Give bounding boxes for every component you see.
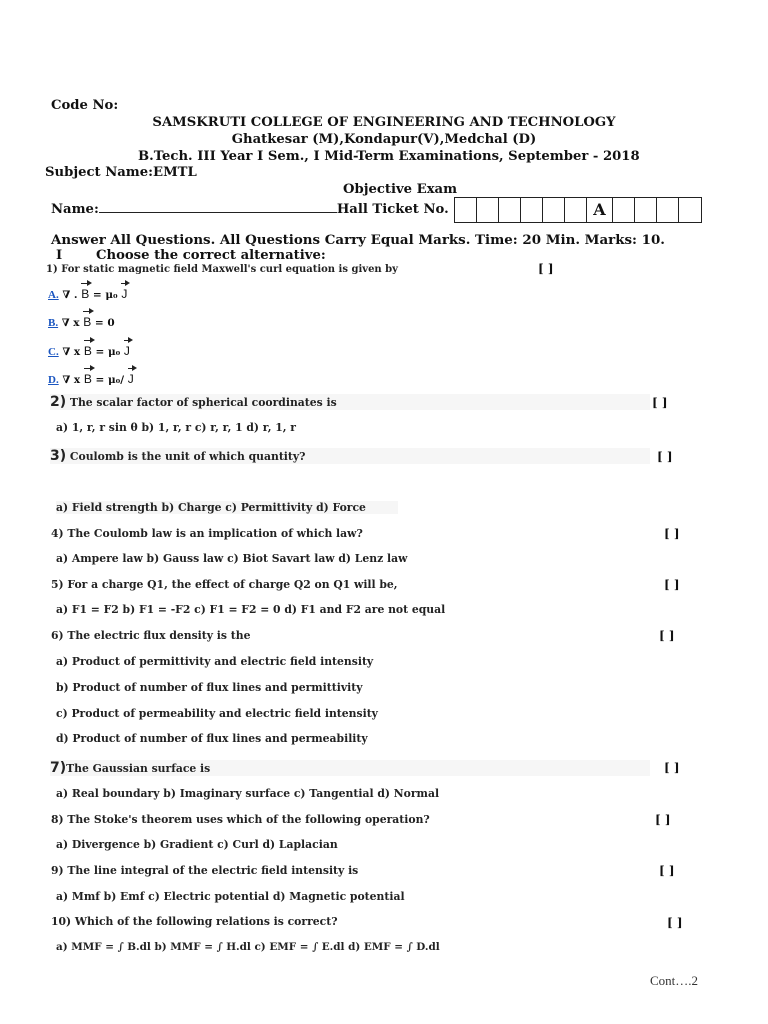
- question-number: 5): [51, 578, 64, 591]
- question-3: [50, 448, 650, 464]
- equation-rhs: = μ₀/: [95, 374, 125, 386]
- option-b[interactable]: [48, 315, 115, 329]
- question-8: [51, 813, 430, 826]
- question-number: 8): [51, 813, 64, 826]
- college-name: SAMSKRUTI COLLEGE OF ENGINEERING AND TECHNOLOGY: [152, 115, 616, 130]
- question-number: 6): [51, 629, 64, 642]
- question-9: [51, 864, 358, 877]
- hall-ticket-cell[interactable]: [613, 198, 635, 222]
- question-7: [50, 760, 650, 776]
- nabla-operator: ∇ .: [62, 289, 78, 301]
- vector-j: J: [127, 372, 134, 386]
- options-line[interactable]: a) Field strength b) Charge c) Permittivity d) Force: [56, 501, 398, 514]
- vector-b: B: [83, 315, 92, 329]
- question-text: The Stoke's theorem uses which of the following operation?: [67, 813, 430, 826]
- hall-ticket-cell[interactable]: [455, 198, 477, 222]
- question-10: [51, 915, 338, 928]
- option-label[interactable]: D.: [48, 374, 59, 386]
- instructions: Answer All Questions. All Questions Carry Equal Marks. Time: 20 Min. Marks: 10.: [51, 232, 665, 248]
- nabla-operator: ∇ x: [62, 346, 81, 358]
- question-text: The scalar factor of spherical coordinates is: [69, 396, 337, 409]
- option-a[interactable]: a) Product of permittivity and electric field intensity: [56, 655, 374, 668]
- option-label[interactable]: B.: [48, 317, 59, 329]
- hall-ticket-cell[interactable]: [679, 198, 701, 222]
- equation-rhs: = 0: [94, 317, 115, 329]
- answer-bracket[interactable]: [ ]: [657, 450, 673, 464]
- answer-bracket[interactable]: [ ]: [655, 813, 671, 827]
- question-number: 7): [50, 760, 67, 776]
- question-text: For static magnetic field Maxwell's curl equation is given by: [61, 264, 398, 275]
- name-label: Name:: [51, 202, 99, 217]
- subject-name: Subject Name:EMTL: [45, 165, 197, 180]
- options-line[interactable]: a) F1 = F2 b) F1 = -F2 c) F1 = F2 = 0 d) F1 and F2 are not equal: [56, 603, 446, 616]
- hall-ticket-cell[interactable]: [635, 198, 657, 222]
- question-text: The Coulomb law is an implication of which law?: [67, 527, 363, 540]
- option-d[interactable]: d) Product of number of flux lines and permeability: [56, 732, 368, 745]
- options-line[interactable]: a) 1, r, r sin θ b) 1, r, r c) r, r, 1 d) r, 1, r: [56, 421, 296, 434]
- answer-bracket[interactable]: [ ]: [667, 916, 683, 930]
- question-number: 4): [51, 527, 64, 540]
- hall-ticket-cell[interactable]: [521, 198, 543, 222]
- answer-bracket[interactable]: [ ]: [664, 761, 680, 775]
- hall-ticket-boxes[interactable]: [454, 197, 702, 223]
- vector-b: B: [83, 344, 92, 358]
- college-address: Ghatkesar (M),Kondapur(V),Medchal (D): [231, 132, 537, 147]
- question-number: 2): [50, 394, 67, 410]
- question-number: 10): [51, 915, 72, 928]
- vector-j: J: [123, 344, 130, 358]
- hall-ticket-label: Hall Ticket No.: [336, 202, 449, 217]
- continued-label: Cont….2: [650, 973, 699, 988]
- question-4: [51, 527, 363, 540]
- answer-bracket[interactable]: [ ]: [652, 396, 668, 410]
- question-6: [51, 629, 250, 642]
- option-c[interactable]: c) Product of permeability and electric field intensity: [56, 707, 378, 720]
- hall-ticket-cell[interactable]: [499, 198, 521, 222]
- question-text: Coulomb is the unit of which quantity?: [69, 450, 306, 463]
- option-a[interactable]: [48, 287, 127, 301]
- equation-rhs: = μ₀: [95, 346, 121, 358]
- vector-b: B: [83, 372, 92, 386]
- section-number: I: [56, 248, 63, 263]
- options-line[interactable]: a) MMF = ∫ B.dl b) MMF = ∫ H.dl c) EMF = ∫ E.dl d) EMF = ∫ D.dl: [56, 941, 440, 953]
- option-label[interactable]: C.: [48, 346, 59, 358]
- answer-bracket[interactable]: [ ]: [659, 864, 675, 878]
- question-1: [46, 264, 398, 275]
- question-number: 1): [46, 264, 58, 275]
- name-field[interactable]: [51, 200, 449, 217]
- question-text: Which of the following relations is correct?: [74, 915, 338, 928]
- hall-ticket-cell-branch[interactable]: A: [587, 198, 613, 222]
- hall-ticket-cell[interactable]: [657, 198, 679, 222]
- options-line[interactable]: a) Mmf b) Emf c) Electric potential d) Magnetic potential: [56, 890, 405, 903]
- question-2: [50, 394, 650, 410]
- section-title: Choose the correct alternative:: [96, 248, 326, 263]
- hall-ticket-cell[interactable]: [543, 198, 565, 222]
- question-text: The line integral of the electric field intensity is: [67, 864, 359, 877]
- answer-bracket[interactable]: [ ]: [538, 262, 554, 276]
- hall-ticket-cell[interactable]: [565, 198, 587, 222]
- question-number: 9): [51, 864, 64, 877]
- nabla-operator: ∇ x: [62, 374, 81, 386]
- question-text: For a charge Q1, the effect of charge Q2 on Q1 will be,: [67, 578, 398, 591]
- equation-rhs: = μ₀: [92, 289, 118, 301]
- options-line[interactable]: a) Divergence b) Gradient c) Curl d) Laplacian: [56, 838, 338, 851]
- question-text: The Gaussian surface is: [66, 762, 211, 775]
- vector-b: B: [81, 287, 90, 301]
- option-b[interactable]: b) Product of number of flux lines and permittivity: [56, 681, 363, 694]
- option-label[interactable]: A.: [48, 289, 59, 301]
- code-number-label: Code No:: [51, 98, 119, 113]
- question-text: The electric flux density is the: [67, 629, 251, 642]
- vector-j: J: [121, 287, 128, 301]
- answer-bracket[interactable]: [ ]: [664, 578, 680, 592]
- objective-exam-label: Objective Exam: [343, 182, 458, 197]
- exam-title: B.Tech. III Year I Sem., I Mid-Term Examinations, September - 2018: [138, 149, 640, 164]
- option-d[interactable]: [48, 372, 134, 386]
- hall-ticket-cell[interactable]: [477, 198, 499, 222]
- answer-bracket[interactable]: [ ]: [664, 527, 680, 541]
- nabla-operator: ∇ x: [61, 317, 80, 329]
- option-c[interactable]: [48, 344, 130, 358]
- name-line[interactable]: [99, 200, 337, 213]
- options-line[interactable]: a) Real boundary b) Imaginary surface c) Tangential d) Normal: [56, 787, 440, 800]
- question-5: [51, 578, 398, 591]
- answer-bracket[interactable]: [ ]: [659, 629, 675, 643]
- question-number: 3): [50, 448, 67, 464]
- options-line[interactable]: a) Ampere law b) Gauss law c) Biot Savart law d) Lenz law: [56, 552, 408, 565]
